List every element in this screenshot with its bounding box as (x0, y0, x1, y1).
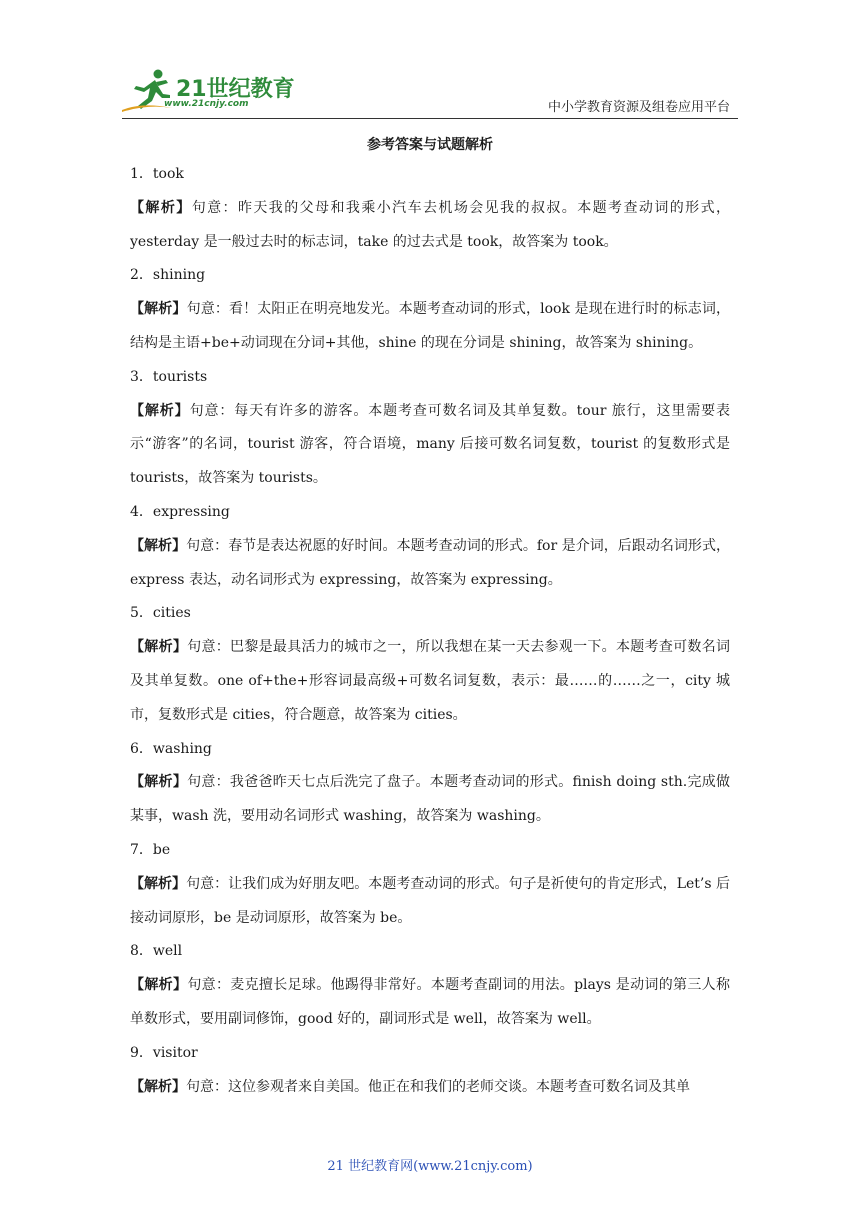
explanation (130, 395, 730, 496)
answer-number: 6．washing (130, 740, 212, 757)
analysis-tag: 【解析】 (130, 537, 187, 554)
logo-text: 21世纪教育 (176, 77, 295, 102)
answer-number: 2．shining (130, 267, 206, 284)
analysis-tag: 【解析】 (130, 301, 187, 318)
page-header (0, 0, 860, 120)
explanation-text: 句意：昨天我的父母和我乘小汽车去机场会见我的叔叔。本题考查动词的形式，yesterday 是一般过去时的标志词，take 的过去式是 took，故答案为 took。 (130, 199, 731, 250)
explanation-text: 句意：看！太阳正在明亮地发光。本题考查动词的形式，look 是现在进行时的标志词，结构是主语+be+动词现在分词+其他，shine 的现在分词是 shining，故答案为 shining。 (130, 301, 730, 351)
answer-item (130, 158, 730, 259)
explanation-text: 句意：让我们成为好朋友吧。本题考查动词的形式。句子是祈使句的肯定形式，Let’s 后接动词原形，be 是动词原形，故答案为 be。 (130, 875, 731, 926)
answer-item (130, 733, 730, 834)
explanation-text: 句意：麦克擅长足球。他踢得非常好。本题考查副词的用法。plays 是动词的第三人称单数形式，要用副词修饰，good 好的，副词形式是 well，故答案为 well。 (130, 977, 731, 1027)
explanation (130, 1071, 730, 1105)
analysis-tag: 【解析】 (130, 977, 188, 994)
answer-number: 3．tourists (130, 368, 208, 385)
analysis-tag: 【解析】 (130, 1078, 186, 1095)
explanation-text: 句意：这位参观者来自美国。他正在和我们的老师交谈。本题考查可数名词及其单 (186, 1078, 690, 1095)
logo (122, 68, 295, 116)
answer-item (130, 834, 730, 935)
answer-number: 5．cities (130, 605, 191, 622)
explanation (130, 868, 730, 936)
explanation-text: 句意：春节是表达祝愿的好时间。本题考查动词的形式。for 是介词，后跟动名词形式，express 表达，动名词形式为 expressing，故答案为 expressing。 (130, 537, 730, 588)
explanation (130, 969, 730, 1037)
analysis-tag: 【解析】 (130, 875, 187, 892)
page-title: 参考答案与试题解析 (367, 137, 493, 153)
answer-item (130, 1037, 730, 1105)
analysis-tag: 【解析】 (130, 774, 188, 791)
analysis-tag: 【解析】 (130, 199, 192, 216)
header-divider (122, 118, 738, 119)
analysis-tag: 【解析】 (130, 639, 188, 656)
explanation (130, 530, 730, 598)
answer-item (130, 597, 730, 732)
explanation (130, 192, 730, 260)
answer-number: 8．well (130, 943, 183, 960)
explanation (130, 293, 730, 361)
logo-url: www.21cnjy.com (164, 99, 249, 109)
answer-number: 9．visitor (130, 1044, 198, 1061)
analysis-tag: 【解析】 (130, 402, 190, 419)
answer-number: 1．took (130, 166, 184, 182)
page-footer: 21 世纪教育网(www.21cnjy.com) (327, 1159, 533, 1174)
answer-number: 7．be (130, 841, 171, 858)
answer-list (130, 158, 730, 1104)
answer-item (130, 361, 730, 496)
explanation-text: 句意：我爸爸昨天七点后洗完了盘子。本题考查动词的形式。finish doing sth.完成做某事，wash 洗，要用动名词形式 washing，故答案为 washing。 (130, 774, 730, 825)
explanation (130, 631, 730, 732)
explanation (130, 766, 730, 834)
explanation-text: 句意：巴黎是最具活力的城市之一，所以我想在某一天去参观一下。本题考查可数名词及其单复数。one of+the+形容词最高级+可数名词复数，表示：最……的……之一，city 城市，复数形式是 cities，符合题意，故答案为 cities。 (130, 639, 730, 723)
answer-item (130, 259, 730, 360)
explanation-text: 句意：每天有许多的游客。本题考查可数名词及其单复数。tour 旅行，这里需要表示“游客”的名词，tourist 游客，符合语境，many 后接可数名词复数，tourist 的复数形式是 tourists，故答案为 tourists。 (130, 402, 730, 487)
answer-number: 4．expressing (130, 503, 230, 520)
answer-item (130, 496, 730, 597)
answer-item (130, 935, 730, 1036)
platform-name: 中小学教育资源及组卷应用平台 (547, 100, 730, 115)
